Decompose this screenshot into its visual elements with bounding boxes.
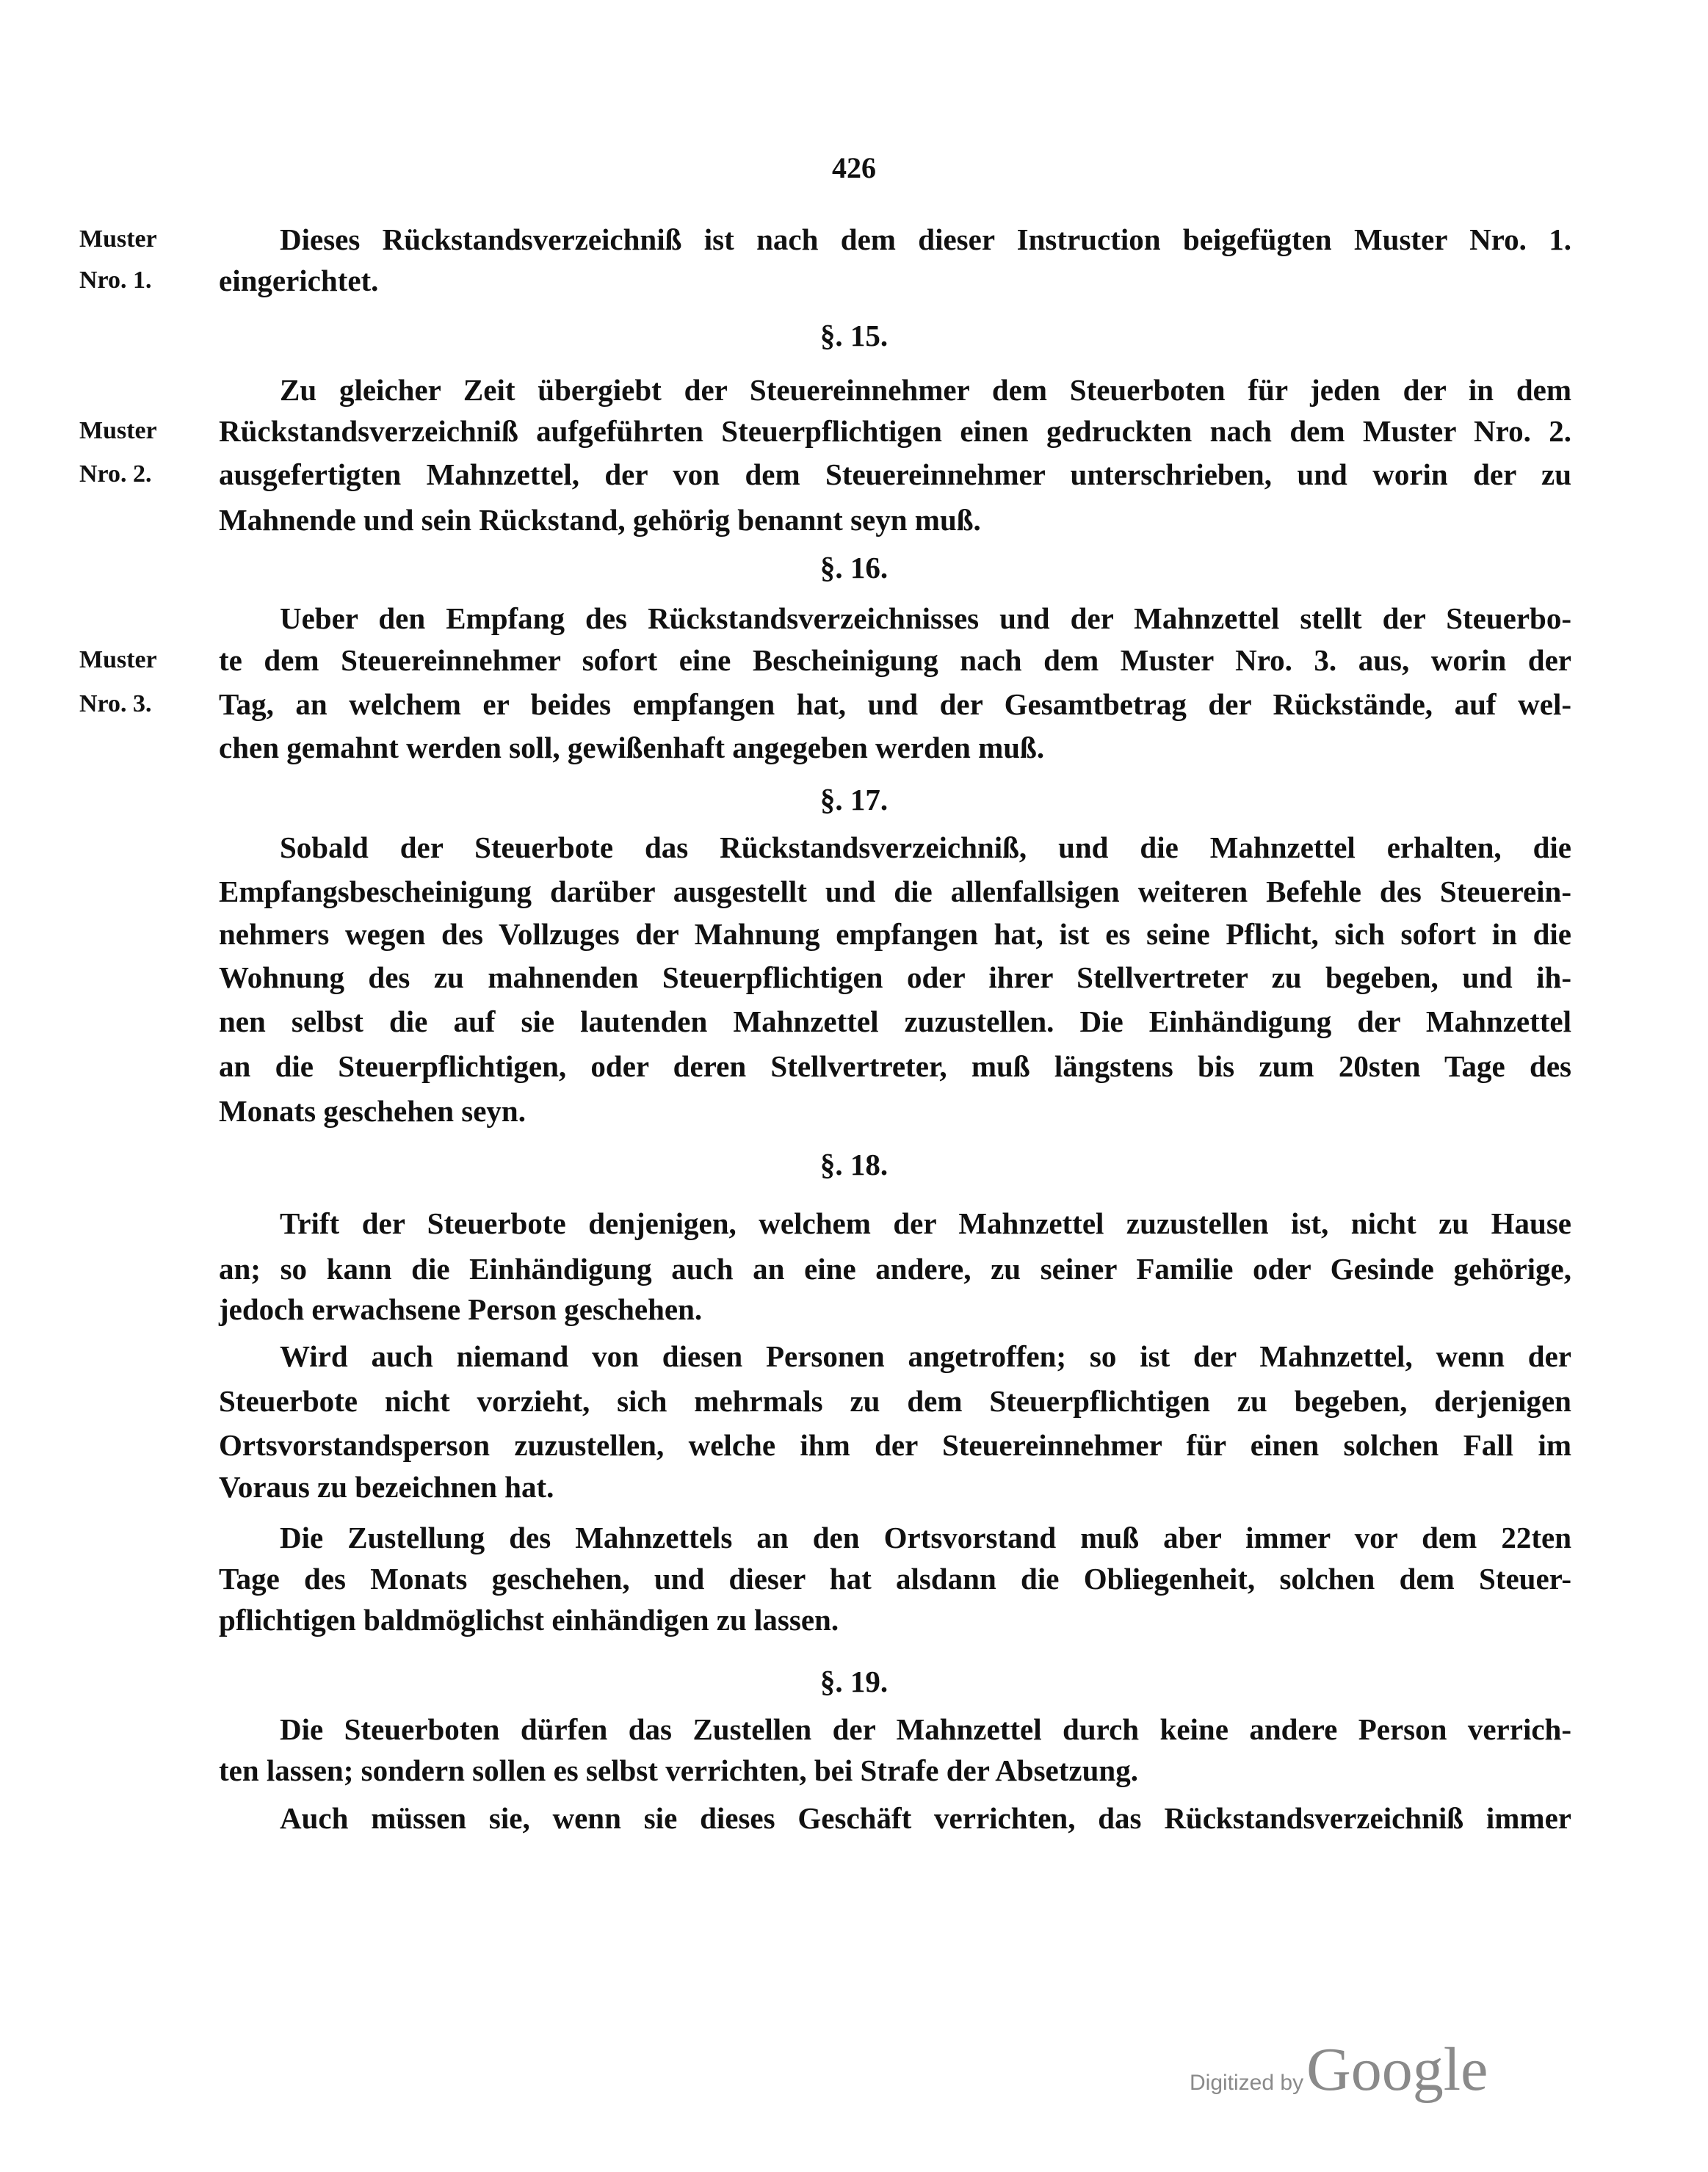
text-line: Voraus zu bezeichnen hat. xyxy=(219,1470,554,1504)
text-line: Trift der Steuerbote denjenigen, welchem der Mahnzettel zuzustellen ist, nicht zu Hause xyxy=(280,1206,1571,1240)
text-line: te dem Steuereinnehmer sofort eine Bescheinigung nach dem Muster Nro. 3. aus, worin der xyxy=(219,643,1571,677)
section-heading: §. 16. xyxy=(819,551,889,584)
text-line: ausgefertigten Mahnzettel, der von dem Steuereinnehmer unterschrieben, und worin der zu xyxy=(219,457,1571,491)
text-line: nen selbst die auf sie lautenden Mahnzettel zuzustellen. Die Einhändigung der Mahnzettel xyxy=(219,1004,1571,1038)
margin-note: Muster xyxy=(79,646,157,673)
text-line: Die Steuerboten dürfen das Zustellen der Mahnzettel durch keine andere Person verrich- xyxy=(280,1712,1571,1746)
text-line: eingerichtet. xyxy=(219,264,379,297)
text-line: Monats geschehen seyn. xyxy=(219,1094,526,1128)
text-line: Die Zustellung des Mahnzettels an den Ortsvorstand muß aber immer vor dem 22ten xyxy=(280,1521,1571,1554)
text-line: Ortsvorstandsperson zuzustellen, welche ihm der Steuereinnehmer für einen solchen Fall im xyxy=(219,1428,1571,1462)
section-heading: §. 18. xyxy=(819,1148,889,1181)
text-line: Auch müssen sie, wenn sie dieses Geschäft verrichten, das Rückstandsverzeichniß immer xyxy=(280,1801,1571,1835)
google-watermark xyxy=(1190,2034,1488,2105)
margin-note: Nro. 2. xyxy=(79,460,152,488)
text-line: Sobald der Steuerbote das Rückstandsverzeichniß, und die Mahnzettel erhalten, die xyxy=(280,830,1571,864)
text-line: Dieses Rückstandsverzeichniß ist nach dem dieser Instruction beigefügten Muster Nro. 1. xyxy=(280,222,1571,256)
margin-note: Nro. 3. xyxy=(79,690,152,717)
page-number: 426 xyxy=(832,151,876,184)
text-line: Wird auch niemand von diesen Personen angetroffen; so ist der Mahnzettel, wenn der xyxy=(280,1339,1571,1373)
google-logo: Google xyxy=(1306,2035,1488,2104)
text-line: Wohnung des zu mahnenden Steuerpflichtigen oder ihrer Stellvertreter zu begeben, und ih- xyxy=(219,960,1571,994)
margin-note: Nro. 1. xyxy=(79,267,152,294)
text-line: jedoch erwachsene Person geschehen. xyxy=(219,1292,703,1326)
text-line: Tage des Monats geschehen, und dieser hat alsdann die Obliegenheit, solchen dem Steuer- xyxy=(219,1562,1571,1596)
text-line: ten lassen; sondern sollen es selbst verrichten, bei Strafe der Absetzung. xyxy=(219,1753,1138,1787)
margin-note: Muster xyxy=(79,417,157,444)
text-line: Tag, an welchem er beides empfangen hat, und der Gesamtbetrag der Rückstände, auf wel- xyxy=(219,687,1571,721)
text-line: an die Steuerpflichtigen, oder deren Stellvertreter, muß längstens bis zum 20sten Tage des xyxy=(219,1049,1571,1083)
section-heading: §. 15. xyxy=(819,319,889,352)
section-heading: §. 17. xyxy=(819,783,889,817)
text-line: nehmers wegen des Vollzuges der Mahnung empfangen hat, ist es seine Pflicht, sich sofort in die xyxy=(219,917,1571,951)
text-line: Zu gleicher Zeit übergiebt der Steuereinnehmer dem Steuerboten für jeden der in dem xyxy=(280,373,1571,407)
text-line: Rückstandsverzeichniß aufgeführten Steuerpflichtigen einen gedruckten nach dem Muster Nro. 2. xyxy=(219,414,1571,448)
text-line: Steuerbote nicht vorzieht, sich mehrmals zu dem Steuerpflichtigen zu begeben, derjenigen xyxy=(219,1384,1571,1418)
watermark-prefix: Digitized by xyxy=(1190,2071,1304,2095)
text-line: Mahnende und sein Rückstand, gehörig benannt seyn muß. xyxy=(219,503,981,537)
section-heading: §. 19. xyxy=(819,1665,889,1698)
text-line: Empfangsbescheinigung darüber ausgestellt und die allenfallsigen weiteren Befehle des Steuerein- xyxy=(219,875,1571,908)
margin-note: Muster xyxy=(79,225,157,253)
text-line: an; so kann die Einhändigung auch an eine andere, zu seiner Familie oder Gesinde gehörige, xyxy=(219,1252,1571,1286)
text-line: pflichtigen baldmöglichst einhändigen zu lassen. xyxy=(219,1603,839,1637)
text-line: chen gemahnt werden soll, gewißenhaft angegeben werden muß. xyxy=(219,731,1045,764)
text-line: Ueber den Empfang des Rückstandsverzeichnisses und der Mahnzettel stellt der Steuerbo- xyxy=(280,601,1571,635)
